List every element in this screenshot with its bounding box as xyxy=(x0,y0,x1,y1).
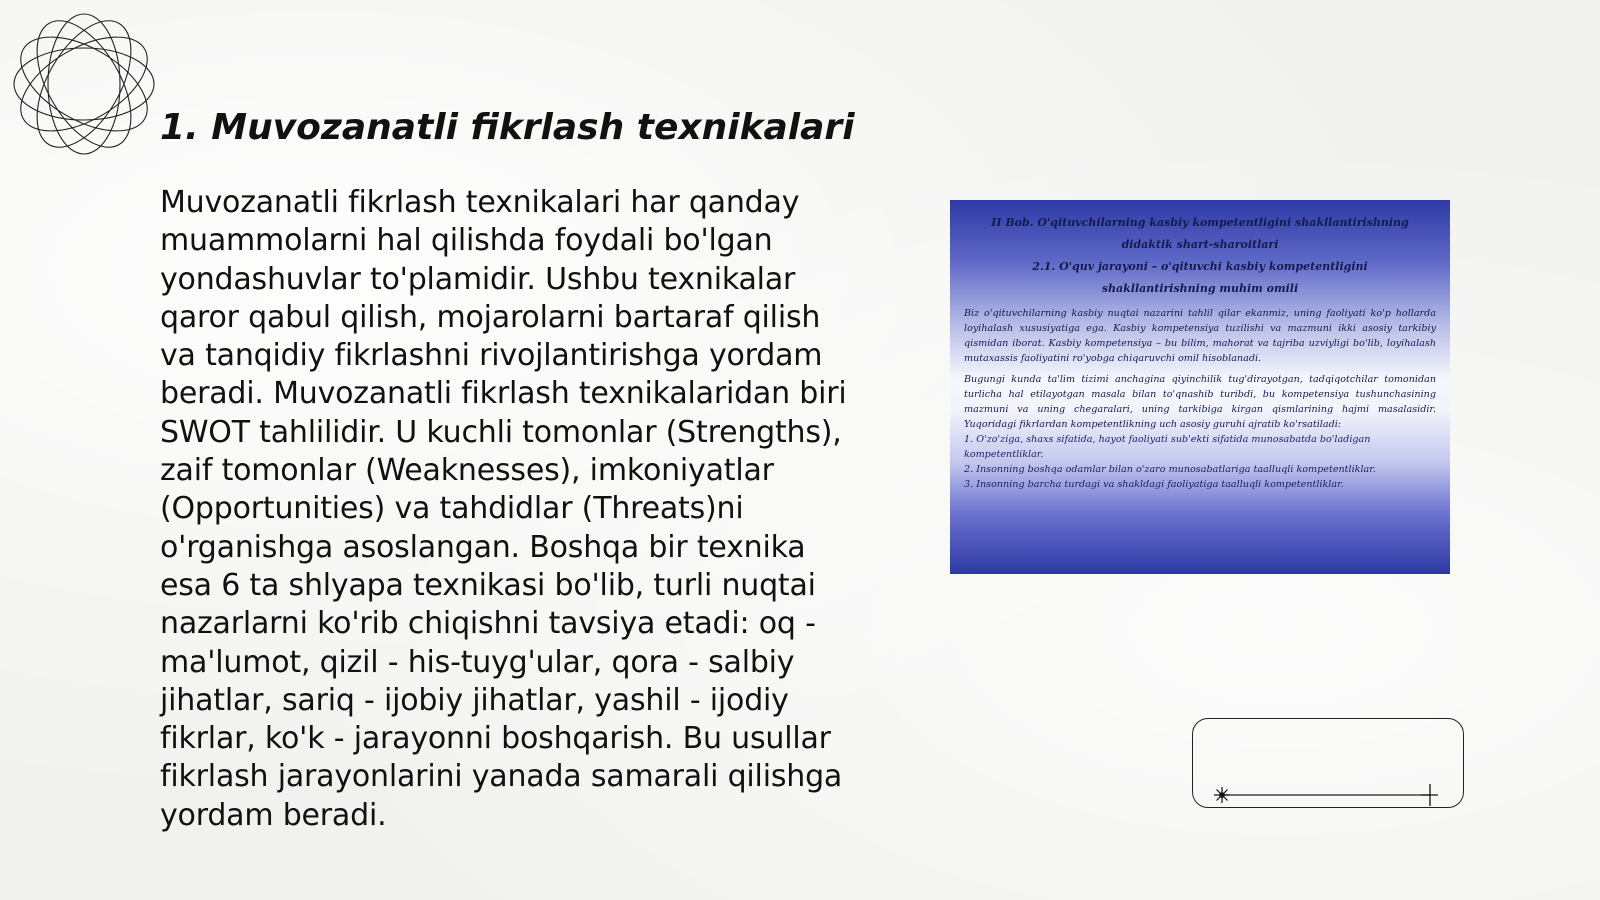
doc-list-item: 3. Insonning barcha turdagi va shakldagi faoliyatiga taalluqli kompetentliklar. xyxy=(964,479,1344,490)
sparkle-icon xyxy=(1214,787,1230,803)
doc-paragraph: Biz o'qituvchilarning kasbiy nuqtai nazarini tahlil qilar ekanmiz, uning faoliyati ko'p hollarda loyihalash xususiyatiga ega. Kasbiy kompetensiya tuzilishi va mazmuni ikki asosiy tarkibiy qismidan iborat. Kasbiy kompetensiya – bu bilim, mahorat va tajriba uzviyligi bo'lib, loyihalash mutaxassis faoliyatini ro'yobga chiqaruvchi omil hisoblanadi. xyxy=(964,308,1436,364)
decorative-line-with-stars xyxy=(1214,784,1438,806)
doc-paragraph: Bugungi kunda ta'lim tizimi anchagina qiyinchilik tug'dirayotgan, tadqiqotchilar tomonidan turlicha hal etilayotgan masala bilan to'qnashib turibdi, bu kompetensiya tushunchasining mazmuni va uning chegaralari, uning tarkibiga kirgan qismlarining hajmi masalasidir. Yuqoridagi fikrlardan kompetentlikning uch asosiy guruhi ajratib ko'rsatiladi: xyxy=(964,374,1436,430)
doc-list xyxy=(950,432,1450,492)
doc-heading-line: II Bob. O'qituvchilarning kasbiy kompetentligini shakllantirishning xyxy=(991,216,1409,229)
doc-list-item: 2. Insonning boshqa odamlar bilan o'zaro munosabatlariga taalluqli kompetentliklar. xyxy=(964,464,1376,475)
document-page-image xyxy=(950,200,1450,574)
doc-heading xyxy=(950,212,1450,300)
doc-heading-line: shakllantirishning muhim omili xyxy=(1101,282,1299,295)
circular-line-pattern xyxy=(10,10,158,158)
slide-title: 1. Muvozanatli fikrlash texnikalari xyxy=(160,107,855,148)
slide-body-text: Muvozanatli fikrlash texnikalari har qanday muammolarni hal qilishda foydali bo'lgan yondashuvlar to'plamidir. Ushbu texnikalar qaror qabul qilish, mojarolarni bartaraf qilish va tanqidiy fikrlashni rivojlantirishga yordam beradi. Muvozanatli fikrlash texnikalaridan biri SWOT tahlilidir. U kuchli tomonlar (Strengths), zaif tomonlar (Weaknesses), imkoniyatlar (Opportunities) va tahdidlar (Threats)ni o'rganishga asoslangan. Boshqa bir texnika esa 6 ta shlyapa texnikasi bo'lib, turli nuqtai nazarlarni ko'rib chiqishni tavsiya etadi: oq - ma'lumot, qizil - his-tuyg'ular, qora - salbiy jihatlar, sariq - ijobiy jihatlar, yashil - ijodiy fikrlar, ko'k - jarayonni boshqarish. Bu usullar fikrlash jarayonlarini yanada samarali qilishga yordam beradi. xyxy=(160,185,847,833)
plus-star-icon xyxy=(1421,784,1438,806)
doc-list-item: 1. O'zo'ziga, shaxs sifatida, hayot faoliyati sub'ekti sifatida munosabatda bo'ladigan kompetentliklar. xyxy=(964,434,1371,460)
doc-heading-line: 2.1. O'quv jarayoni – o'qituvchi kasbiy kompetentligini xyxy=(1032,260,1368,273)
doc-heading-line: didaktik shart-sharoitlari xyxy=(1121,238,1279,251)
